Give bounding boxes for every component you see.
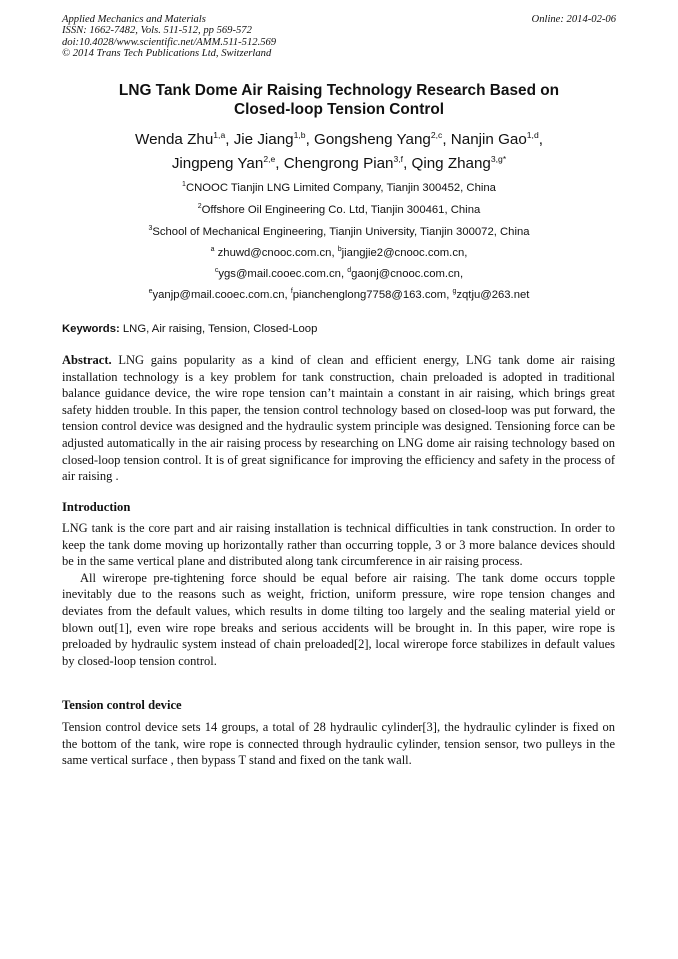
abstract-label: Abstract. (62, 353, 112, 367)
email-mark: d (347, 267, 352, 274)
body-paragraph: Tension control device sets 14 groups, a total of 28 hydraulic cylinder[3], the hydraulic cylinder is fixed on the bottom of the tank, wire rope is connected through hydraulic cylinder, tension sensor, two pulleys in the same vertical surface , then bypass T stand and fixed on the tank wall. (62, 720, 615, 768)
author-name: Chengrong Pian (283, 155, 394, 172)
keywords (62, 322, 317, 336)
body-paragraph: All wirerope pre-tightening force should be equal before air raising. The tank dome occurs topple inevitably due to the reasons such as weight, friction, uniform pressure, wire rope tension changes and deviates from the default values, which results in dome tilting too largely and the sealing material yield or blown out[1], even wire rope breaks and serious accidents will be brought in. In this paper, wire rope is preloaded by hydraulic system instead of chain preloaded[2], local wirerope force stabilizes in default values by closed-loop tension control. (62, 570, 615, 668)
email-address: zhuwd@cnooc.com.cn, (214, 247, 338, 259)
email-address: jiangjie2@cnooc.com.cn, (341, 247, 468, 259)
author-separator: , (442, 131, 451, 148)
keywords-label: Keywords: (62, 323, 120, 335)
section-heading-tension-control-device: Tension control device (62, 698, 182, 712)
author-affiliation-mark: 2,e (263, 154, 276, 164)
author-name: Wenda Zhu (135, 131, 214, 148)
tension-control-body (62, 719, 615, 769)
author-separator: , (403, 155, 412, 172)
author-affiliation-mark: 3,g* (490, 154, 507, 164)
journal-header (62, 14, 276, 60)
doi-line: doi:10.4028/www.scientific.net/AMM.511-512.569 (62, 36, 277, 48)
author-affiliation-mark: 3,f (393, 154, 404, 164)
section-heading-introduction: Introduction (62, 500, 131, 514)
author-affiliation-mark: 1,d (526, 130, 539, 140)
copyright-line: © 2014 Trans Tech Publications Ltd, Switzerland (62, 48, 272, 60)
journal-name: Applied Mechanics and Materials (62, 14, 206, 25)
author-separator: , (275, 155, 284, 172)
email-address: pianchenglong7758@163.com, (292, 289, 453, 301)
author-line-1 (62, 128, 616, 152)
author-list (62, 128, 616, 176)
author-affiliation-mark: 1,b (293, 130, 306, 140)
email-mark: c (214, 267, 219, 274)
email-line-3 (62, 288, 616, 302)
author-separator: , (225, 131, 234, 148)
email-address: gaonj@cnooc.com.cn, (351, 268, 464, 280)
email-mark: a (210, 246, 215, 253)
author-name: Jingpeng Yan (171, 155, 264, 172)
affiliation-text: CNOOC Tianjin LNG Limited Company, Tianjin 300452, China (185, 182, 496, 194)
email-mark: f (290, 288, 293, 295)
paper-title (62, 82, 616, 119)
email-address: yanjp@mail.cooec.com.cn, (152, 289, 291, 301)
author-separator: , (305, 131, 315, 148)
author-separator: , (538, 131, 543, 148)
author-name: Nanjin Gao (450, 131, 527, 148)
email-line-1 (62, 246, 616, 260)
affiliation-3 (62, 225, 616, 239)
title-line-2: Closed-loop Tension Control (233, 100, 445, 118)
abstract-paragraph (62, 352, 615, 485)
email-address: zqtju@263.net (456, 289, 530, 301)
title-line-1: LNG Tank Dome Air Raising Technology Research Based on (118, 82, 560, 99)
issn-line: ISSN: 1662-7482, Vols. 511-512, pp 569-572 (62, 25, 252, 37)
author-affiliation-mark: 2,c (430, 130, 443, 140)
author-line-2 (62, 152, 616, 176)
online-date: Online: 2014-02-06 (531, 14, 616, 25)
keywords-text: LNG, Air raising, Tension, Closed-Loop (119, 323, 318, 335)
email-line-2 (62, 267, 616, 281)
abstract (62, 352, 615, 485)
affiliation-text: Offshore Oil Engineering Co. Ltd, Tianjin 300461, China (201, 204, 481, 216)
email-mark: g (452, 288, 457, 295)
introduction-body (62, 520, 615, 669)
email-mark: b (337, 246, 342, 253)
author-name: Qing Zhang (411, 155, 491, 172)
affiliation-mark: 3 (148, 225, 153, 232)
author-name: Gongsheng Yang (314, 131, 431, 148)
affiliation-mark: 1 (182, 181, 186, 188)
abstract-text: LNG gains popularity as a kind of clean and efficient energy, LNG tank dome air raising installation technology is a key problem for tank construction, chain preloaded is adopted in traditional balance guidance device, the wire rope tension can’t maintain a constant in air raising, which brings great safety hidden trouble. In this paper, the tension control technology based on closed-loop was put forward, the tension control device was designed and the hydraulic system principle was designed. Tensioning force can be adjusted automatically in the air raising process by researching on LNG dome air raising technology based on closed-loop tension control. It is of great significance for improving the efficiency and safety in the process of air raising . (62, 353, 615, 484)
author-affiliation-mark: 1,a (213, 130, 226, 140)
affiliation-text: School of Mechanical Engineering, Tianjin University, Tianjin 300072, China (152, 226, 530, 238)
email-address: ygs@mail.cooec.com.cn, (218, 268, 348, 280)
author-name: Jie Jiang (233, 131, 294, 148)
email-mark: e (148, 288, 153, 295)
affiliation-mark: 2 (197, 203, 202, 210)
affiliation-2 (62, 203, 616, 217)
affiliation-1 (62, 181, 616, 195)
body-paragraph: LNG tank is the core part and air raising installation is technical difficulties in tank construction. In order to keep the tank dome moving up horizontally rather than occurring topple, 3 or 3 more balance devices should be in the same vertical plane and distributed along tank circumference in air raising process. (62, 521, 615, 569)
